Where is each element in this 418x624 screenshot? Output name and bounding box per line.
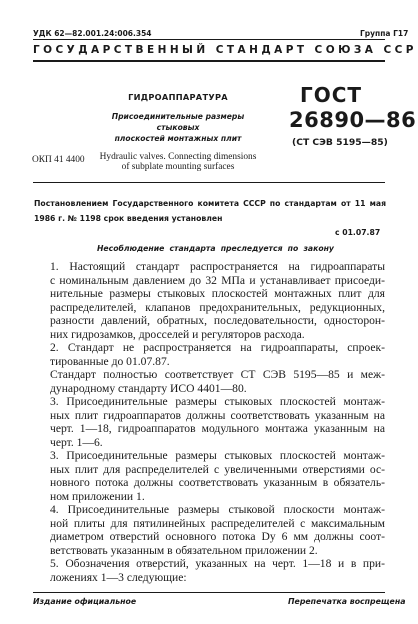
state-standard-banner: ГОСУДАРСТВЕННЫЙ СТАНДАРТ СОЮЗА ССР <box>33 44 417 56</box>
gost-label: ГОСТ <box>300 83 363 107</box>
paragraph: 3. Присоединительные размеры стыковых плоскостей монтаж- ных плит для распределителей с увеличенными отверстиями ос- новного потока должны соответствовать указанным в обязатель- ном приложении 1. <box>50 449 385 503</box>
paragraph: 3. Присоединительные размеры стыковых плоскостей монтаж- ных плит гидроаппаратов должны соответствовать указанным на черт. 1—18, гидроаппаратов модульного монтажа указанным на черт. 1—6. <box>50 395 385 449</box>
violation-notice: Несоблюдение стандарта преследуется по закону <box>97 244 334 253</box>
paragraph: 5. Обозначения отверстий, указанных на черт. 1—18 и в при- ложениях 1—3 следующие: <box>50 557 385 584</box>
body-text <box>33 260 385 584</box>
gost-number: 26890—86 <box>289 108 417 132</box>
paragraph: 4. Присоединительные размеры стыковой плоскости монтаж- ной плиты для пятилинейных распределителей с максимальным диаметром отверстий основного потока Dу 6 мм должны соот- ветствовать указанным в обязательном приложении 2. <box>50 503 385 557</box>
paragraph: 2. Стандарт не распространяется на гидроаппараты, спроек- тированные до 01.07.87. <box>50 341 385 368</box>
okp-code: ОКП 41 4400 <box>32 155 85 165</box>
paragraph: Стандарт полностью соответствует СТ СЭВ 5195—85 и меж- дународному стандарту ИСО 4401—80. <box>50 368 385 395</box>
decree-text: Постановлением Государственного комитета СССР по стандартам от 11 мая 1986 г. № 1198 срок введения установлен <box>34 199 386 223</box>
title-block <box>95 92 261 172</box>
header-rule <box>33 60 385 62</box>
footer-rule <box>33 592 385 593</box>
reprint-prohibited-note: Перепечатка воспрещена <box>288 597 406 606</box>
official-edition-note: Издание официальное <box>33 597 137 606</box>
russian-subtitle: Присоединительные размеры стыковых плоскостей монтажных плит <box>111 112 245 143</box>
english-title: Hydraulic valves. Connecting dimensions of subplate mounting surfaces <box>99 152 257 172</box>
main-title: ГИДРОАППАРАТУРА <box>128 92 228 102</box>
effective-date: с 01.07.87 <box>335 228 381 237</box>
group-code: Группа Г17 <box>360 29 409 38</box>
udk-code: УДК 62—82.001.24:006.354 <box>33 29 152 38</box>
mid-rule <box>33 182 385 183</box>
top-rule <box>33 39 385 40</box>
sev-reference: (СТ СЭВ 5195—85) <box>292 137 388 148</box>
paragraph: 1. Настоящий стандарт распространяется на гидроаппараты с номинальным давлением до 32 МПа и устанавливает присоеди- нительные размеры стыковых плоскостей монтажных плит для распределителей, клапанов предохранительных, редукционных, разности давлений, обратных, последовательности, односторон- них гидрозамков, дросселей и регуляторов расхода. <box>50 260 385 341</box>
